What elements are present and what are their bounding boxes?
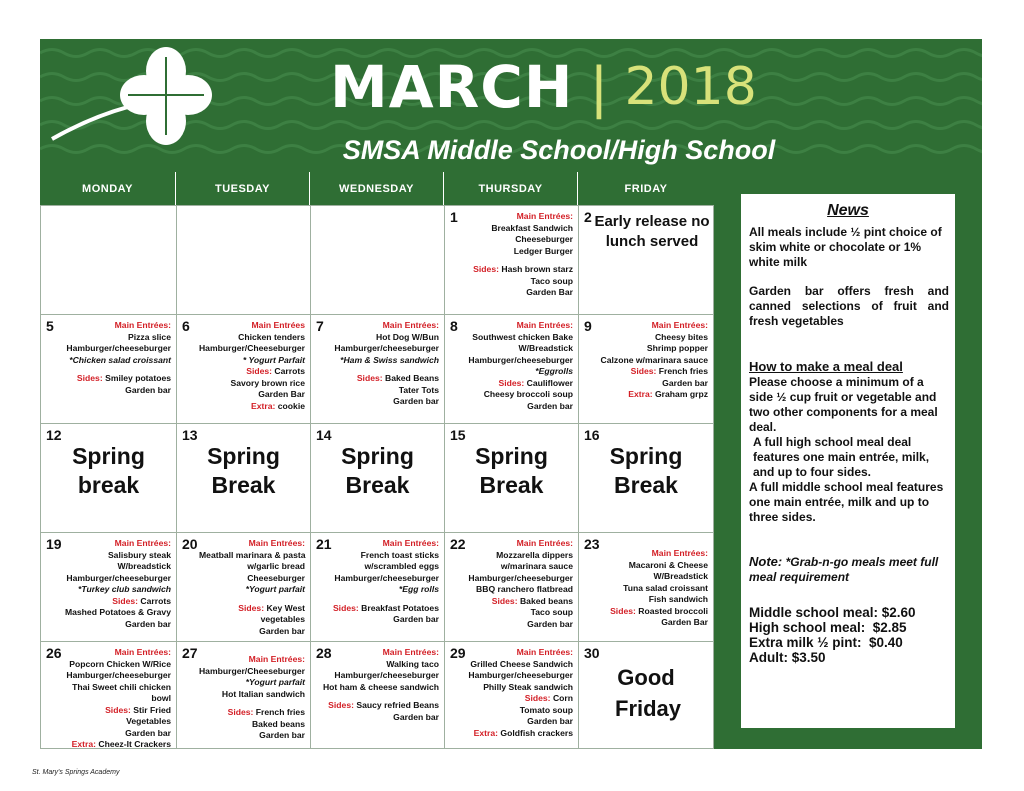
- day-cell-23: [578, 532, 714, 642]
- sides-label: Sides:: [105, 704, 131, 715]
- day-number: 26: [46, 645, 62, 661]
- day-number: 21: [316, 536, 332, 552]
- title-separator: |: [591, 54, 607, 120]
- extra-line: [199, 401, 305, 413]
- news-box: [741, 194, 955, 728]
- extra-label: Extra:: [628, 389, 653, 399]
- extra-label: Extra:: [71, 739, 96, 749]
- day-note: Good Friday: [615, 665, 682, 721]
- news-paragraph: A full middle school meal features one main entrée, milk and up to three sides.: [749, 480, 944, 524]
- news-paragraph: Garden bar offers fresh and canned selections of fruit and fresh vegetables: [749, 284, 949, 328]
- sides-line: [468, 596, 573, 608]
- day-cell-21: [310, 532, 445, 642]
- menu-item: Thai Sweet chili chicken: [72, 681, 171, 692]
- extra-item: cookie: [277, 400, 305, 411]
- weekday-thursday: THURSDAY: [444, 172, 578, 205]
- grab-n-go-item: *Eggrolls: [535, 366, 573, 376]
- sides-line: [333, 603, 439, 615]
- menu-item: Garden Bar: [661, 617, 708, 627]
- main-entrees-label: Main Entrées:: [516, 647, 573, 657]
- sides-label: Sides:: [630, 366, 657, 376]
- day-menu: [323, 647, 439, 723]
- grab-n-go-item: *Egg rolls: [398, 584, 439, 594]
- day-cell-15: [444, 423, 579, 533]
- extra-label: Extra:: [473, 727, 498, 738]
- sides-line: [65, 705, 171, 728]
- menu-item: Fish sandwich: [648, 594, 708, 604]
- menu-item: Taco soup: [530, 607, 573, 617]
- menu-item: w/marinara sauce: [500, 561, 573, 571]
- menu-item: Hamburger/cheeseburger: [334, 572, 439, 583]
- day-number: 20: [182, 536, 198, 552]
- title-row: [330, 47, 757, 127]
- sides-line: [468, 378, 573, 390]
- day-cell-22: [444, 532, 579, 642]
- day-number: 16: [584, 427, 600, 443]
- menu-item: Hot Dog W/Bun: [375, 331, 439, 342]
- day-number: 30: [584, 645, 600, 661]
- menu-item: w/garlic bread: [247, 561, 305, 571]
- main-entrees-label: Main Entrées:: [248, 654, 305, 664]
- menu-item: Hamburger/cheeseburger: [66, 572, 171, 583]
- day-cell-29: [444, 641, 579, 749]
- menu-item: Hamburger/Cheeseburger: [198, 665, 305, 676]
- menu-item: Garden bar: [393, 396, 439, 406]
- sides-label: Sides:: [246, 366, 273, 376]
- price-line: Extra milk ½ pint: $0.40: [749, 635, 903, 650]
- menu-item: Ledger Burger: [513, 245, 573, 256]
- extra-item: Goldfish crackers: [500, 727, 573, 738]
- main-entrees-label: Main Entrées:: [382, 538, 439, 548]
- side-item: Carrots: [274, 366, 305, 376]
- grab-n-go-item: *Yogurt parfait: [245, 677, 305, 687]
- day-number: 1: [450, 209, 458, 225]
- menu-item: Taco soup: [530, 275, 573, 286]
- menu-item: Garden bar: [125, 618, 171, 629]
- menu-item: Savory brown rice: [230, 377, 305, 388]
- side-item: French fries: [255, 707, 305, 717]
- school-subtitle: SMSA Middle School/High School: [342, 135, 776, 165]
- menu-item: Cheesy bites: [654, 331, 708, 342]
- grab-n-go-item: * Yogurt Parfait: [242, 354, 305, 365]
- day-cell-12: [40, 423, 177, 533]
- main-entrees-label: Main Entrées:: [248, 538, 305, 548]
- sides-line: [601, 366, 708, 378]
- note-text: *Grab-n-go meals meet full meal requirement: [749, 555, 939, 584]
- menu-item: w/scrambled eggs: [364, 561, 439, 571]
- main-entrees-label: Main Entrées:: [382, 320, 439, 330]
- menu-item: Meatball marinara & pasta: [199, 549, 306, 560]
- side-item: Stir Fried Vegetables: [126, 704, 171, 726]
- note-label: Note:: [749, 554, 783, 569]
- day-number: 7: [316, 318, 324, 334]
- weekday-wednesday: WEDNESDAY: [310, 172, 444, 205]
- sides-label: Sides:: [332, 602, 359, 613]
- news-paragraph: A full high school meal deal features one main entrée, milk, and up to four sides.: [753, 435, 930, 479]
- menu-item: W/Breadstick: [518, 343, 573, 353]
- side-item: Corn: [552, 693, 573, 703]
- day-cell-5: [40, 314, 177, 424]
- main-entrees-label: Main Entrées:: [114, 320, 171, 330]
- main-entrees-label: Main Entrées: [251, 320, 305, 330]
- price-line: High school meal: $2.85: [749, 620, 907, 635]
- sides-line: [468, 693, 573, 705]
- day-menu: [601, 320, 708, 401]
- main-entrees-label: Main Entrées:: [516, 211, 573, 221]
- menu-item: Pizza slice: [128, 331, 171, 342]
- sides-label: Sides:: [112, 595, 139, 606]
- day-cell-6: [176, 314, 311, 424]
- menu-item: Walking taco: [386, 658, 439, 669]
- footer-school-name: St. Mary's Springs Academy: [32, 769, 120, 776]
- day-number: 27: [182, 645, 198, 661]
- extra-line: [65, 739, 171, 751]
- day-cell-empty: [310, 205, 445, 315]
- sides-line: [334, 373, 439, 385]
- day-cell-8: [444, 314, 579, 424]
- side-item: Carrots: [140, 595, 171, 606]
- menu-item: bowl: [151, 693, 171, 703]
- sides-line: [65, 596, 171, 608]
- day-note: Spring Break: [207, 443, 280, 498]
- sides-label: Sides:: [610, 605, 636, 616]
- menu-item: Grilled Cheese Sandwich: [470, 658, 573, 669]
- day-menu: [468, 320, 573, 412]
- grab-n-go-item: *Turkey club sandwich: [78, 584, 171, 594]
- day-cell-9: [578, 314, 714, 424]
- day-number: 2: [584, 209, 592, 225]
- day-number: 15: [450, 427, 466, 443]
- menu-item: Macaroni & Cheese: [628, 559, 708, 570]
- sides-line: [199, 366, 305, 378]
- day-number: 6: [182, 318, 190, 334]
- menu-item: Mozzarella dippers: [496, 549, 573, 560]
- menu-item: French toast sticks: [360, 549, 439, 560]
- menu-item: Hamburger/cheeseburger: [66, 670, 171, 680]
- menu-item: W/breadstick: [117, 561, 171, 571]
- sides-line: [473, 264, 573, 276]
- menu-item: Cheeseburger: [515, 234, 573, 244]
- day-cell-30: [578, 641, 714, 749]
- side-item: Saucy refried Beans: [356, 700, 439, 710]
- day-number: 12: [46, 427, 62, 443]
- menu-item: Cheesy broccoli soup: [483, 389, 573, 399]
- sides-label: Sides:: [328, 700, 354, 710]
- grab-n-go-item: *Ham & Swiss sandwich: [340, 354, 439, 365]
- sides-line: [199, 603, 305, 626]
- year-title: 2018: [624, 57, 757, 117]
- menu-item: Tuna salad croissant: [623, 582, 708, 593]
- menu-item: Garden bar: [125, 384, 171, 395]
- day-number: 9: [584, 318, 592, 334]
- side-item: French fries: [658, 366, 708, 376]
- day-number: 23: [584, 536, 600, 552]
- day-number: 29: [450, 645, 466, 661]
- menu-item: Hamburger/cheeseburger: [468, 354, 573, 365]
- day-cell-2: [578, 205, 714, 315]
- header-banner: [40, 39, 982, 172]
- menu-item: Hamburger/cheeseburger: [468, 670, 573, 680]
- main-entrees-label: Main Entrées:: [114, 538, 171, 548]
- sides-line: [323, 700, 439, 712]
- main-entrees-label: Main Entrées:: [516, 538, 573, 548]
- day-number: 28: [316, 645, 332, 661]
- sides-label: Sides:: [473, 264, 499, 274]
- day-cell-19: [40, 532, 177, 642]
- menu-item: Philly Steak sandwich: [483, 681, 573, 692]
- main-entrees-label: Main Entrées:: [516, 320, 573, 330]
- menu-item: Garden bar: [259, 625, 305, 636]
- side-item: Hash brown starz: [501, 264, 573, 274]
- menu-item: Mashed Potatoes & Gravy: [64, 607, 171, 617]
- news-title: News: [827, 202, 869, 219]
- menu-item: Garden bar: [125, 727, 171, 738]
- day-menu: [333, 538, 439, 626]
- menu-item: Popcorn Chicken W/Rice: [69, 658, 171, 669]
- menu-item: Garden Bar: [258, 389, 305, 399]
- month-title: MARCH: [330, 53, 574, 121]
- day-menu: [468, 647, 573, 739]
- weekday-tuesday: TUESDAY: [176, 172, 310, 205]
- news-paragraph: Please choose a minimum of a side ½ cup fruit or vegetable and two other components for a meal deal.: [749, 375, 938, 434]
- menu-item: Salisbury steak: [107, 549, 171, 560]
- menu-item: Hamburger/cheeseburger: [334, 343, 439, 353]
- sides-label: Sides:: [238, 602, 265, 613]
- day-number: 22: [450, 536, 466, 552]
- day-menu: [468, 538, 573, 630]
- day-cell-14: [310, 423, 445, 533]
- extra-item: Cheez-It Crackers: [98, 739, 171, 749]
- price-line: Adult: $3.50: [749, 650, 826, 665]
- day-number: 14: [316, 427, 332, 443]
- extra-line: [468, 728, 573, 740]
- news-note: [749, 554, 949, 585]
- menu-item: Garden bar: [259, 730, 305, 740]
- menu-item: Garden bar: [662, 377, 708, 388]
- weekday-friday: FRIDAY: [578, 172, 714, 205]
- day-cell-1: [444, 205, 579, 315]
- menu-item: Garden bar: [527, 400, 573, 411]
- day-menu: [334, 320, 439, 408]
- day-menu: [199, 320, 305, 412]
- sides-line: [610, 606, 708, 618]
- menu-item: Cheeseburger: [247, 572, 305, 583]
- main-entrees-label: Main Entrées:: [651, 548, 708, 558]
- day-number: 8: [450, 318, 458, 334]
- side-item: Smiley potatoes: [105, 373, 171, 383]
- main-entrees-label: Main Entrées:: [651, 320, 708, 330]
- menu-item: Garden Bar: [526, 287, 573, 297]
- day-menu: [473, 211, 573, 299]
- day-cell-empty: [176, 205, 311, 315]
- day-cell-empty: [40, 205, 177, 315]
- extra-item: Graham grpz: [654, 389, 708, 399]
- sides-label: Sides:: [356, 373, 383, 383]
- grab-n-go-item: *Chicken salad croissant: [69, 354, 171, 365]
- price-line: Middle school meal: $2.60: [749, 605, 916, 620]
- sides-label: Sides:: [524, 693, 551, 703]
- sides-line: [199, 707, 305, 719]
- menu-item: Garden bar: [527, 618, 573, 629]
- menu-item: Hot Italian sandwich: [221, 688, 305, 699]
- sides-label: Sides:: [491, 595, 518, 606]
- extra-line: [601, 389, 708, 401]
- day-menu: [65, 538, 171, 630]
- day-note: Spring break: [72, 443, 145, 498]
- day-number: 13: [182, 427, 198, 443]
- side-item: Breakfast Potatoes: [361, 602, 439, 613]
- sides-line: [66, 373, 171, 385]
- menu-item: Baked beans: [251, 718, 305, 729]
- menu-item: Breakfast Sandwich: [491, 222, 573, 233]
- sides-label: Sides:: [227, 707, 254, 717]
- meal-deal-heading: How to make a meal deal: [749, 359, 903, 374]
- extra-label: Extra:: [251, 400, 276, 411]
- day-cell-26: [40, 641, 177, 749]
- menu-item: Hamburger/cheeseburger: [334, 670, 439, 680]
- menu-item: Tater Tots: [398, 384, 439, 395]
- menu-item: BBQ ranchero flatbread: [476, 584, 573, 594]
- side-item: Key West vegetables: [260, 602, 305, 624]
- menu-item: Hot ham & cheese sandwich: [322, 681, 439, 692]
- day-menu: [610, 548, 708, 629]
- day-cell-13: [176, 423, 311, 533]
- menu-item: Hamburger/Cheeseburger: [198, 343, 305, 353]
- day-menu: [199, 538, 305, 637]
- day-note: Spring Break: [609, 443, 683, 498]
- side-item: Baked beans: [519, 595, 573, 606]
- menu-item: Tomato soup: [519, 704, 573, 715]
- menu-item: Chicken tenders: [238, 331, 305, 342]
- menu-item: Hamburger/cheeseburger: [66, 343, 171, 353]
- sides-label: Sides:: [498, 377, 525, 388]
- day-menu: [65, 647, 171, 751]
- menu-item: Garden bar: [393, 614, 439, 624]
- day-cell-20: [176, 532, 311, 642]
- grab-n-go-item: *Yogurt parfait: [245, 584, 305, 594]
- day-cell-27: [176, 641, 311, 749]
- day-cell-7: [310, 314, 445, 424]
- main-entrees-label: Main Entrées:: [382, 647, 439, 657]
- news-paragraph: All meals include ½ pint choice of skim white or chocolate or 1% white milk: [749, 225, 942, 269]
- menu-item: W/Breadstick: [653, 571, 708, 581]
- day-note: Spring Break: [475, 443, 548, 498]
- sides-label: Sides:: [76, 373, 103, 383]
- side-item: Cauliflower: [526, 377, 573, 388]
- day-cell-28: [310, 641, 445, 749]
- menu-item: Garden bar: [527, 716, 573, 726]
- menu-item: Hamburger/cheeseburger: [468, 572, 573, 583]
- day-menu: [199, 654, 305, 742]
- main-entrees-label: Main Entrées:: [114, 647, 171, 657]
- day-note: Spring Break: [341, 443, 414, 498]
- weekday-monday: MONDAY: [40, 172, 176, 205]
- side-item: Baked Beans: [385, 373, 439, 383]
- day-note: Early release no lunch served: [594, 213, 710, 250]
- day-menu: [66, 320, 171, 396]
- day-cell-16: [578, 423, 714, 533]
- day-number: 19: [46, 536, 62, 552]
- menu-item: Southwest chicken Bake: [472, 331, 573, 342]
- menu-item: Garden bar: [393, 711, 439, 722]
- menu-item: Shrimp popper: [646, 343, 708, 353]
- day-number: 5: [46, 318, 54, 334]
- menu-item: Calzone w/marinara sauce: [600, 354, 708, 365]
- side-item: Roasted broccoli: [638, 605, 708, 616]
